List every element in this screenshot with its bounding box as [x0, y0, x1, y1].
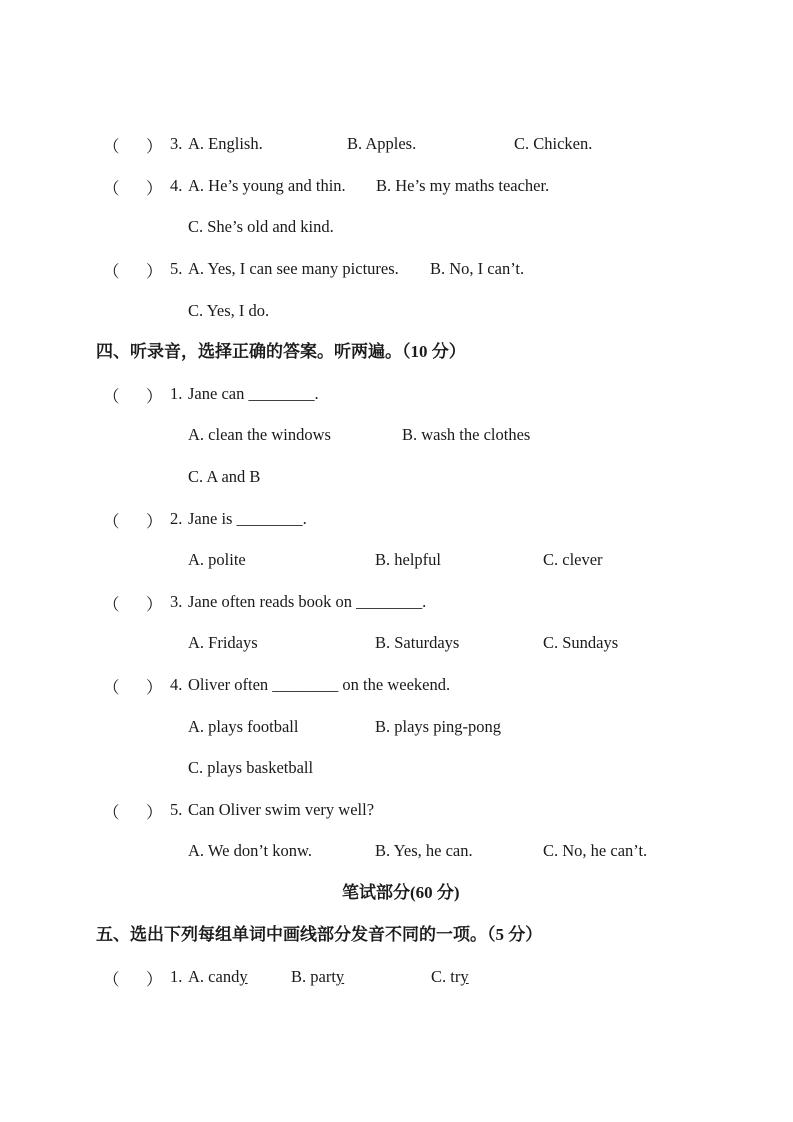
option-a: A. plays football	[188, 717, 299, 736]
underlined-part: y	[460, 967, 469, 986]
option-a: A. We don’t konw.	[188, 841, 312, 860]
answer-paren-open: （	[103, 970, 120, 989]
option-b: B. Apples.	[347, 134, 417, 153]
word-stem: tr	[450, 967, 461, 986]
option-b: B. Yes, he can.	[375, 841, 473, 860]
option-label: C.	[431, 967, 447, 986]
answer-paren-close: ）	[146, 595, 163, 614]
option-a	[188, 966, 248, 988]
answer-paren-close: ）	[146, 387, 163, 406]
question-number: 4.	[170, 176, 183, 195]
option-a: A. He’s young and thin.	[188, 176, 346, 195]
question-stem: Can Oliver swim very well?	[188, 800, 375, 819]
option-c	[431, 966, 469, 988]
word-stem: cand	[208, 967, 240, 986]
answer-paren-open: （	[103, 803, 120, 822]
option-c: C. clever	[543, 550, 603, 569]
question-number: 5.	[170, 800, 183, 819]
question-number: 2.	[170, 509, 183, 528]
answer-paren-open: （	[103, 595, 120, 614]
question-number: 3.	[170, 134, 183, 153]
answer-paren-open: （	[103, 179, 120, 198]
written-part-title: 笔试部分(60 分)	[342, 883, 460, 902]
answer-paren-open: （	[103, 512, 120, 531]
option-b: B. No, I can’t.	[430, 259, 525, 278]
option-a: A. Fridays	[188, 633, 258, 652]
word-stem: part	[310, 967, 336, 986]
underlined-part: y	[335, 967, 345, 986]
question-stem: Oliver often ________ on the weekend.	[188, 675, 451, 694]
section-heading: 四、听录音，选择正确的答案。听两遍。（10 分）	[96, 342, 466, 361]
option-label: A.	[188, 967, 205, 986]
answer-paren-close: ）	[146, 678, 163, 697]
option-label: B.	[291, 967, 307, 986]
option-c: C. She’s old and kind.	[188, 217, 334, 236]
option-c: C. plays basketball	[188, 758, 314, 777]
option-b	[291, 966, 344, 988]
option-c: C. Sundays	[543, 633, 619, 652]
question-number: 5.	[170, 259, 183, 278]
underlined-part: y	[239, 967, 248, 986]
option-c: C. Yes, I do.	[188, 301, 270, 320]
question-number: 1.	[170, 384, 183, 403]
question-stem: Jane can ________.	[188, 384, 319, 403]
option-b: B. wash the clothes	[402, 425, 531, 444]
answer-paren-open: （	[103, 262, 120, 281]
answer-paren-open: （	[103, 387, 120, 406]
option-b: B. plays ping-pong	[375, 717, 502, 736]
question-number: 1.	[170, 967, 183, 986]
option-b: B. He’s my maths teacher.	[376, 176, 550, 195]
answer-paren-close: ）	[146, 179, 163, 198]
option-a: A. Yes, I can see many pictures.	[188, 259, 399, 278]
option-b: B. helpful	[375, 550, 441, 569]
option-a: A. clean the windows	[188, 425, 331, 444]
answer-paren-close: ）	[146, 970, 163, 989]
answer-paren-close: ）	[146, 803, 163, 822]
answer-paren-open: （	[103, 678, 120, 697]
option-a: A. polite	[188, 550, 246, 569]
option-a: A. English.	[188, 134, 263, 153]
answer-paren-open: （	[103, 137, 120, 156]
option-b: B. Saturdays	[375, 633, 460, 652]
option-c: C. A and B	[188, 467, 261, 486]
option-c: C. Chicken.	[514, 134, 593, 153]
question-stem: Jane often reads book on ________.	[188, 592, 427, 611]
answer-paren-close: ）	[146, 262, 163, 281]
answer-paren-close: ）	[146, 512, 163, 531]
question-number: 3.	[170, 592, 183, 611]
question-number: 4.	[170, 675, 183, 694]
section-heading: 五、选出下列每组单词中画线部分发音不同的一项。（5 分）	[96, 925, 543, 944]
question-stem: Jane is ________.	[188, 509, 307, 528]
answer-paren-close: ）	[146, 137, 163, 156]
option-c: C. No, he can’t.	[543, 841, 648, 860]
